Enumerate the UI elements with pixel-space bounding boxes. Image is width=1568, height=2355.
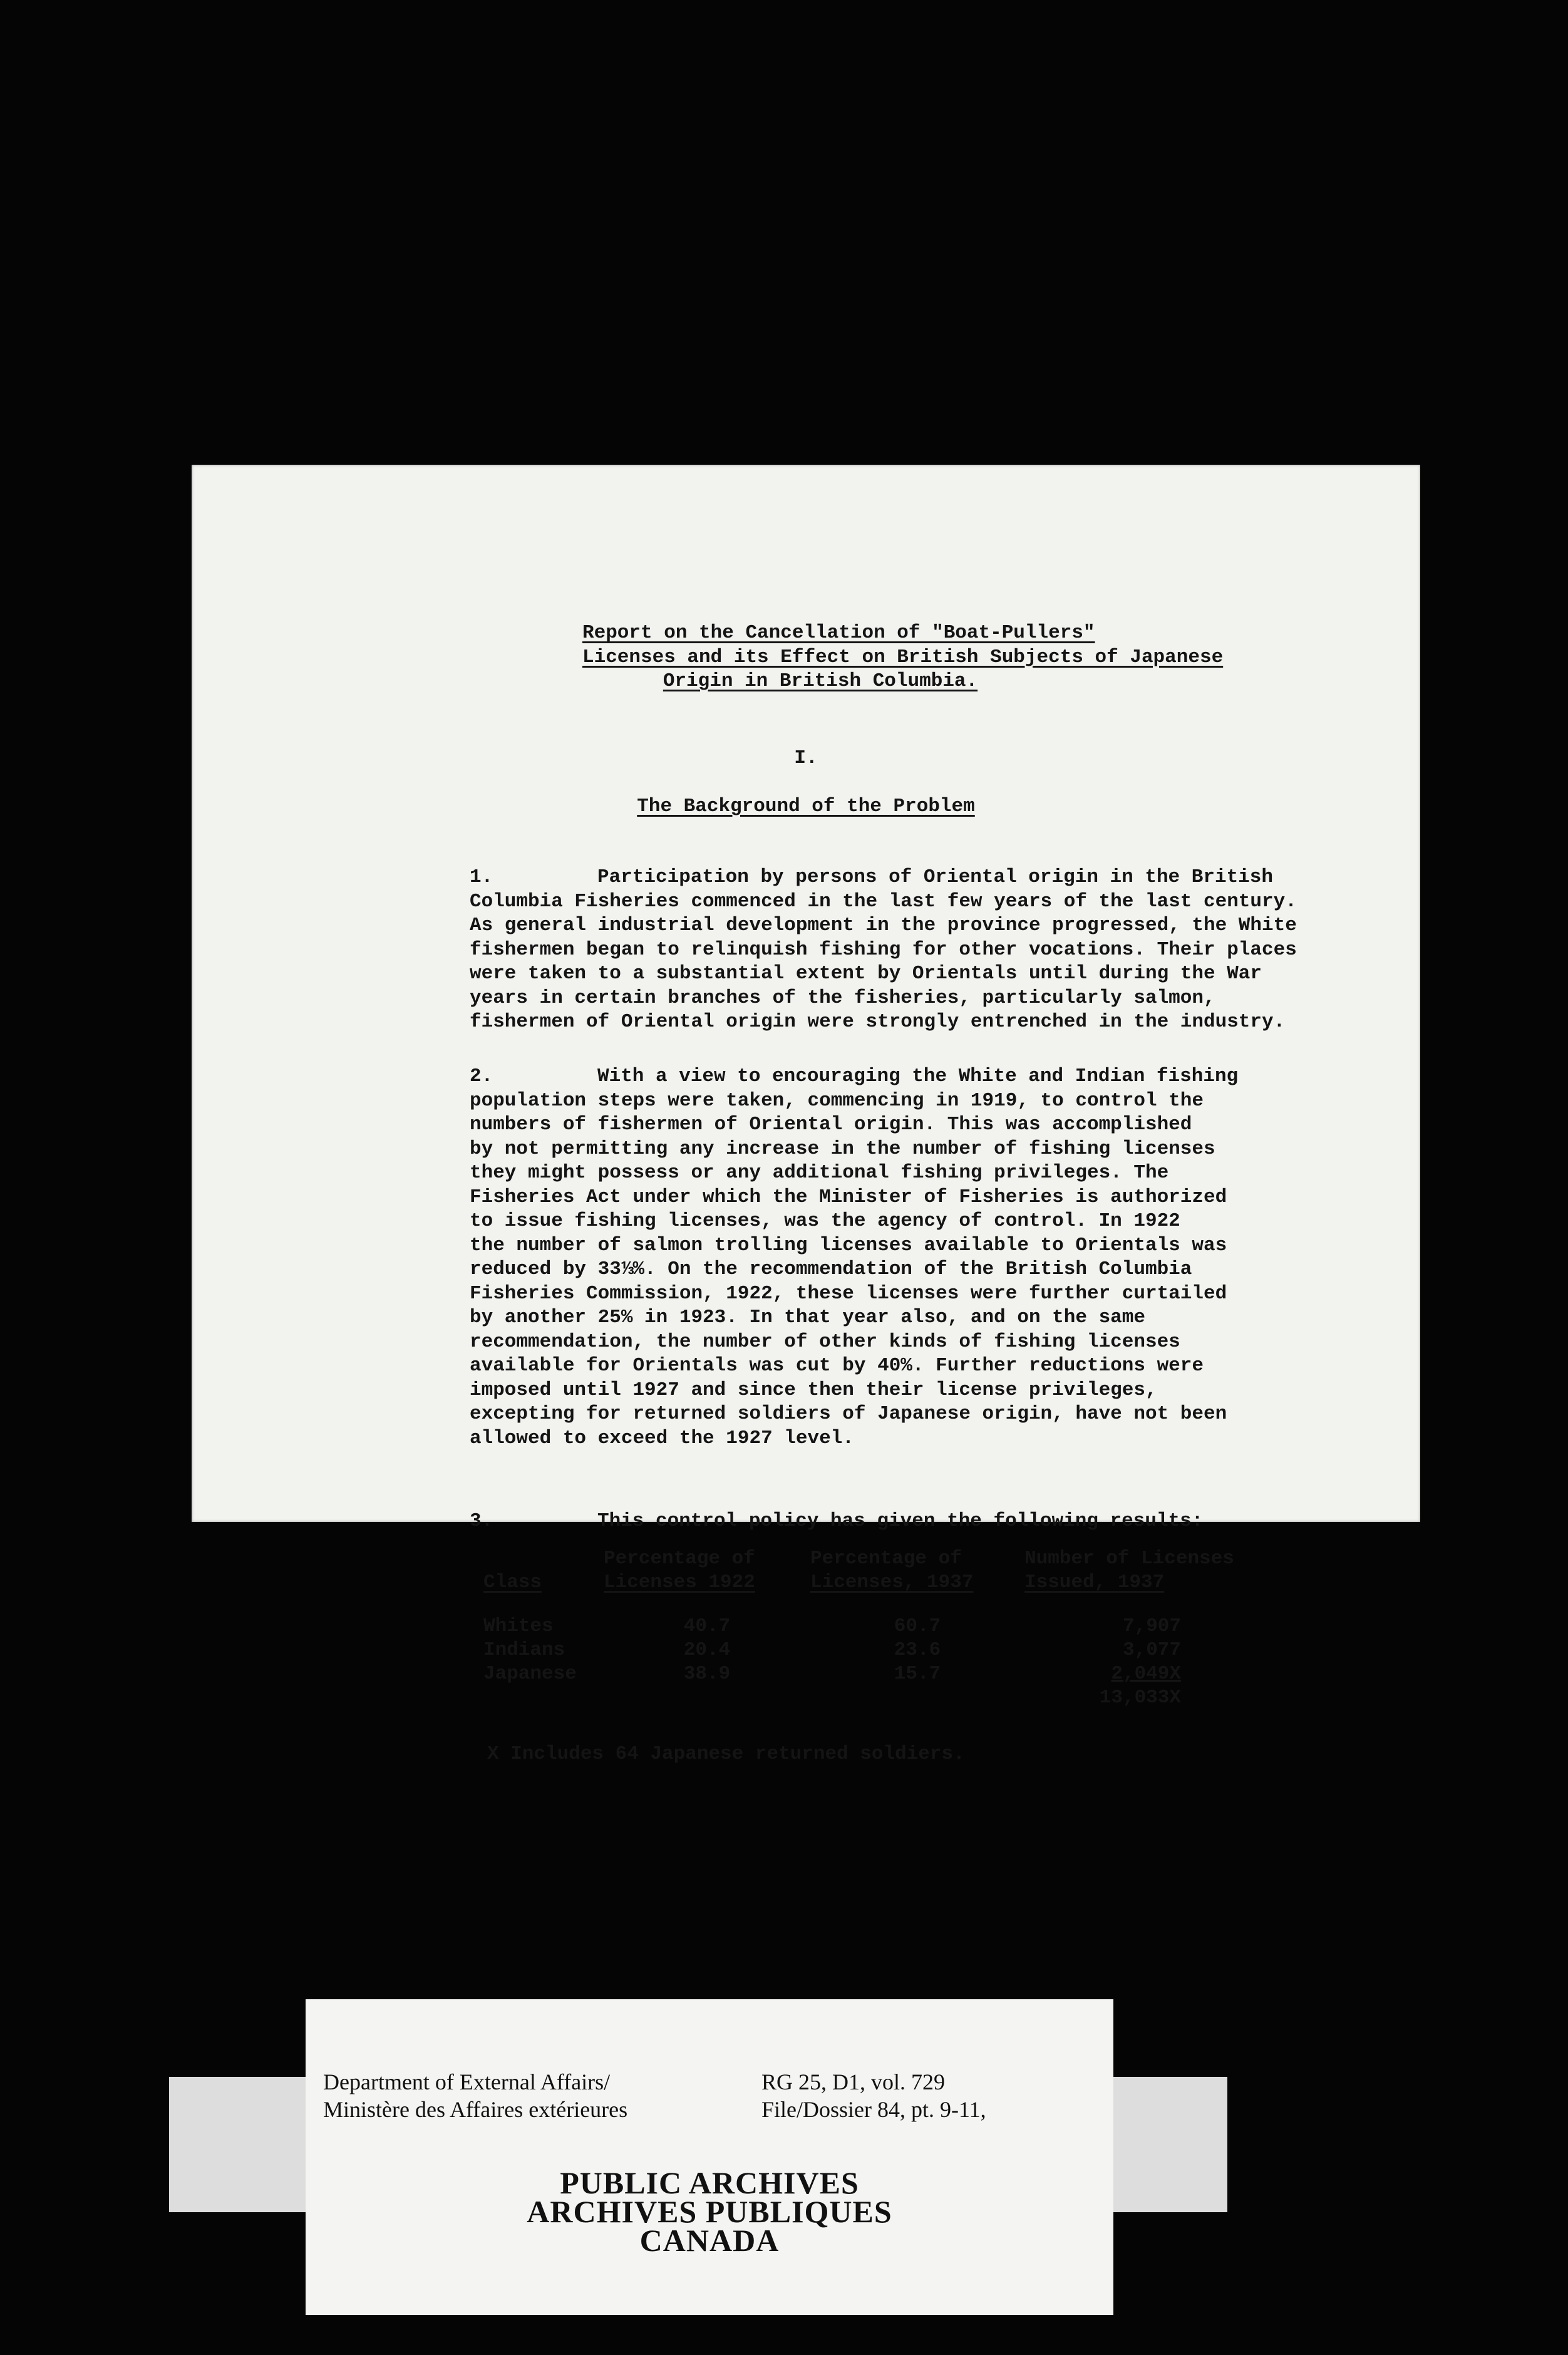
reference-line: RG 25, D1, vol. 729 bbox=[761, 2069, 946, 2094]
pct1937-cell: 23.6 bbox=[894, 1639, 941, 1661]
paragraph-line: Fisheries Act under which the Minister of Fisheries is authorized bbox=[470, 1186, 1227, 1208]
column-header-num1937: Number of Licenses bbox=[1024, 1548, 1234, 1570]
paragraph-line: by another 25% in 1923. In that year also, and on the same bbox=[470, 1307, 1145, 1328]
paragraph-line: available for Orientals was cut by 40%. Further reductions were bbox=[470, 1355, 1204, 1377]
paragraph-line: population steps were taken, commencing in 1919, to control the bbox=[470, 1089, 1204, 1112]
paragraph-line: fishermen began to relinquish fishing for other vocations. Their places bbox=[470, 938, 1297, 961]
paragraph-line: imposed until 1927 and since then their license privileges, bbox=[470, 1379, 1157, 1401]
paragraph-line: fishermen of Oriental origin were strongly entrenched in the industry. bbox=[470, 1011, 1286, 1033]
section-number: I. bbox=[794, 747, 818, 769]
paragraph-line: years in certain branches of the fisheries, particularly salmon, bbox=[470, 986, 1215, 1009]
title-line: Report on the Cancellation of "Boat-Pullers" bbox=[582, 622, 1095, 644]
paragraph-2 bbox=[470, 1065, 1534, 1451]
archive-reference bbox=[761, 2068, 986, 2123]
paragraph-number: 2. bbox=[470, 1065, 493, 1087]
column-header-pct1937: Licenses, 1937 bbox=[810, 1571, 974, 1593]
paragraph-line: to issue fishing licenses, was the agency of control. In 1922 bbox=[470, 1210, 1180, 1232]
stamp-line: CANADA bbox=[639, 2223, 780, 2258]
num-cell: 7,907 bbox=[1122, 1615, 1181, 1637]
pct1922-cell: 38.9 bbox=[683, 1663, 731, 1685]
table-row bbox=[483, 1615, 1250, 1638]
archive-department bbox=[323, 2068, 627, 2123]
table-row bbox=[483, 1662, 1250, 1686]
paragraph-line: were taken to a substantial extent by Orientals until during the War bbox=[470, 963, 1262, 985]
pct1922-cell: 40.7 bbox=[683, 1615, 731, 1637]
paragraph-line: This control policy has given the following results: bbox=[597, 1510, 1204, 1532]
section-title: The Background of the Problem bbox=[637, 795, 975, 817]
num-cell: 3,077 bbox=[1122, 1639, 1181, 1661]
class-cell: Whites bbox=[483, 1615, 554, 1637]
class-cell: Indians bbox=[483, 1639, 565, 1661]
column-header-pct1922: Percentage of bbox=[604, 1548, 755, 1570]
title-line: Licenses and its Effect on British Subjects of Japanese bbox=[582, 646, 1224, 668]
paragraph-3 bbox=[470, 1509, 1534, 1534]
table-total-row bbox=[483, 1686, 1250, 1710]
paragraph-line: reduced by 33⅓%. On the recommendation of the British Columbia bbox=[470, 1258, 1192, 1280]
paragraph-number: 3. bbox=[470, 1510, 493, 1532]
paragraph-line: numbers of fishermen of Oriental origin. This was accomplished bbox=[470, 1114, 1192, 1136]
paragraph-line: As general industrial development in the province progressed, the White bbox=[470, 914, 1297, 936]
department-line: Department of External Affairs/ bbox=[323, 2069, 611, 2094]
table-footnote: X Includes 64 Japanese returned soldiers. bbox=[487, 1743, 965, 1765]
pct1922-cell: 20.4 bbox=[683, 1639, 731, 1661]
license-results-table bbox=[483, 1547, 1250, 1710]
table-row bbox=[483, 1638, 1250, 1662]
document-page bbox=[192, 465, 1420, 1765]
table-header-row bbox=[483, 1547, 1250, 1598]
column-header-pct1922: Licenses 1922 bbox=[604, 1571, 755, 1593]
paragraph-line: recommendation, the number of other kinds of fishing licenses bbox=[470, 1330, 1180, 1353]
report-title bbox=[582, 621, 1224, 694]
paragraph-line: they might possess or any additional fishing privileges. The bbox=[470, 1162, 1169, 1184]
archives-stamp bbox=[306, 2165, 1113, 2258]
archive-label bbox=[306, 1999, 1113, 2315]
stamp-line: ARCHIVES PUBLIQUES bbox=[527, 2194, 892, 2229]
stamp-line: PUBLIC ARCHIVES bbox=[560, 2165, 859, 2200]
department-line: Ministère des Affaires extérieures bbox=[323, 2097, 628, 2122]
column-header-pct1937: Percentage of bbox=[810, 1548, 962, 1570]
column-header-num1937: Issued, 1937 bbox=[1024, 1571, 1165, 1593]
num-cell: 2,049X bbox=[1111, 1663, 1181, 1685]
total-cell: 13,033X bbox=[1099, 1687, 1181, 1709]
class-cell: Japanese bbox=[483, 1663, 577, 1685]
title-line: Origin in British Columbia. bbox=[663, 670, 978, 692]
column-header-class: Class bbox=[483, 1571, 542, 1593]
pct1937-cell: 60.7 bbox=[894, 1615, 941, 1637]
paragraph-line: Fisheries Commission, 1922, these licenses were further curtailed bbox=[470, 1282, 1227, 1305]
reference-line: File/Dossier 84, pt. 9-11, bbox=[761, 2097, 986, 2122]
paragraph-line: Participation by persons of Oriental origin in the British bbox=[597, 866, 1273, 888]
paragraph-1 bbox=[470, 866, 1534, 1035]
paragraph-number: 1. bbox=[470, 866, 493, 888]
paragraph-line: Columbia Fisheries commenced in the last few years of the last century. bbox=[470, 890, 1297, 913]
paragraph-line: allowed to exceed the 1927 level. bbox=[470, 1427, 854, 1449]
pct1937-cell: 15.7 bbox=[894, 1663, 941, 1685]
paragraph-line: the number of salmon trolling licenses available to Orientals was bbox=[470, 1234, 1227, 1256]
paragraph-line: excepting for returned soldiers of Japanese origin, have not been bbox=[470, 1403, 1227, 1425]
paragraph-line: With a view to encouraging the White and Indian fishing bbox=[597, 1065, 1239, 1087]
paragraph-line: by not permitting any increase in the number of fishing licenses bbox=[470, 1137, 1215, 1160]
